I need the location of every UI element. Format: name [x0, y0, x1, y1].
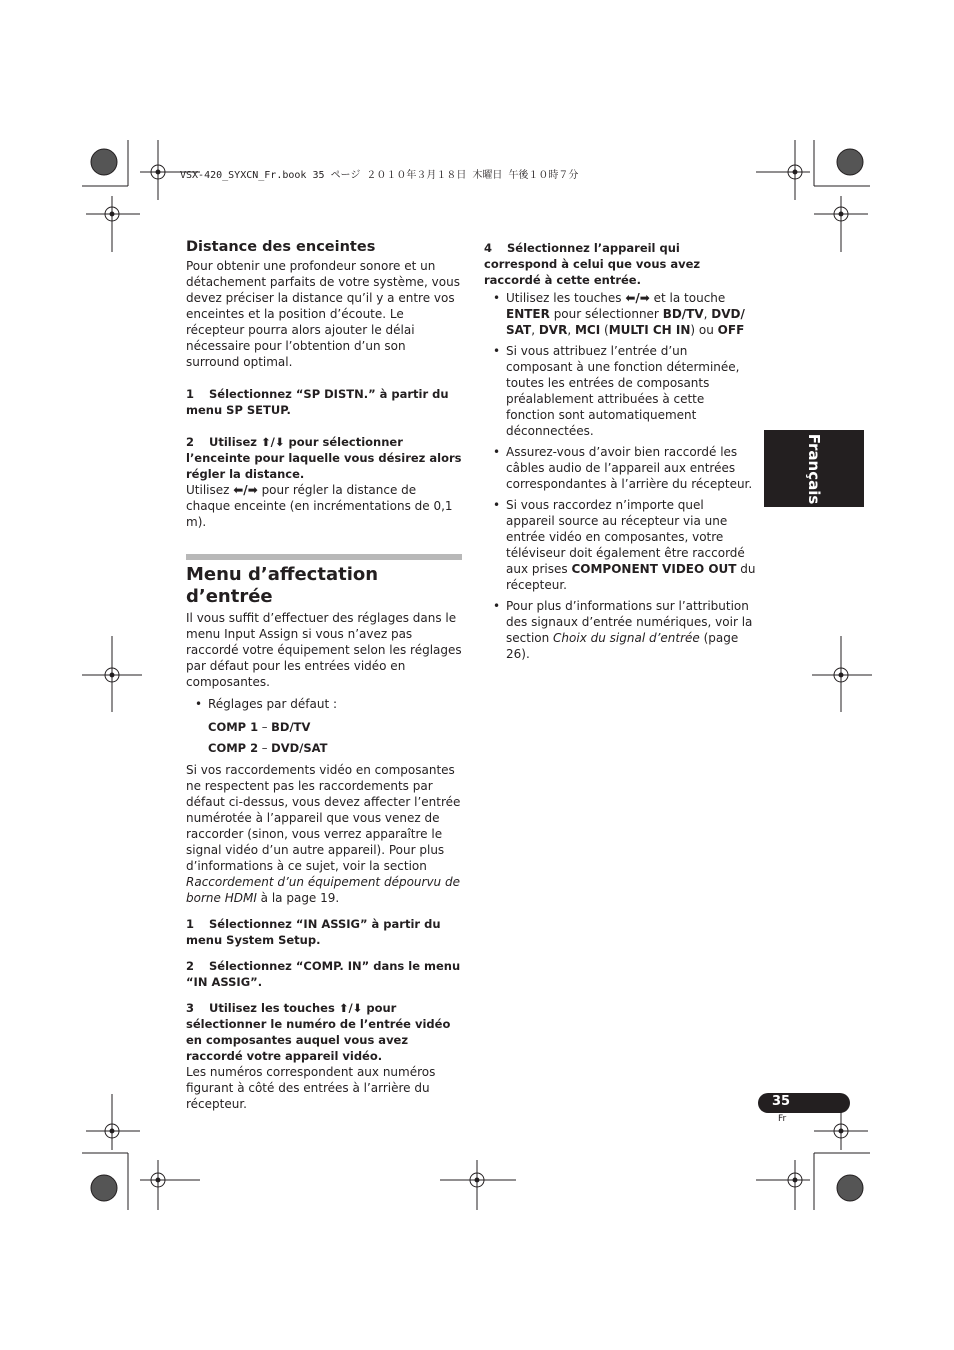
- file-info-header: VSX-420_SYXCN_Fr.book 35 ページ ２０１０年３月１８日 木曜日 午後１０時７分: [180, 170, 579, 181]
- distance-step-1: 1 Sélectionnez “SP DISTN.” à partir du menu SP SETUP.: [186, 387, 449, 417]
- menu-step-3-body: Les numéros correspondent aux numéros figurant à côté des entrées à l’arrière du récepteur.: [186, 1065, 436, 1111]
- distance-title: Distance des enceintes: [186, 239, 376, 255]
- list-item: • Assurez-vous d’avoir bien raccordé les câbles audio de l’appareil aux entrées correspondantes à l’arrière du récepteur.: [484, 444, 756, 492]
- list-item: • Si vous raccordez n’importe quel appareil source au récepteur via une entrée vidéo en composantes, votre téléviseur doit également être raccordé aux prises COMPONENT VIDEO OUT du récepteur.: [484, 497, 756, 593]
- left-right-arrow-icon: ⬅/➡: [233, 483, 258, 497]
- menu-step-3: 3 Utilisez les touches ⬆/⬇ pour sélectionner le numéro de l’entrée vidéo en composantes auquel vous avez raccordé votre appareil vidéo.: [186, 1001, 451, 1063]
- distance-step-2: 2 Utilisez ⬆/⬇ pour sélectionner l’enceinte pour laquelle vous désirez alors régler la distance.: [186, 435, 462, 481]
- step-4-notes: [484, 290, 756, 662]
- menu-step-4: 4 Sélectionnez l’appareil qui correspond à celui que vous avez raccordé à cette entrée.: [484, 241, 701, 287]
- list-item: • Si vous attribuez l’entrée d’un composant à une fonction déterminée, toutes les entrées de composants préalablement attribuées à cette fonction sont automatiquement déconnectées.: [484, 343, 756, 439]
- menu-step-1: 1 Sélectionnez “IN ASSIG” à partir du menu System Setup.: [186, 917, 441, 947]
- default-comp2: COMP 2 – DVD/SAT: [208, 741, 328, 755]
- menu-title: Menu d’affectation d’entrée: [186, 564, 379, 607]
- menu-step-2: 2 Sélectionnez “COMP. IN” dans le menu “IN ASSIG”.: [186, 959, 461, 989]
- default-list: [186, 696, 462, 712]
- list-item: • Utilisez les touches ⬅/➡ et la touche ENTER pour sélectionner BD/TV, DVD/ SAT, DVR, MCI (MULTI CH IN) ou OFF: [484, 290, 756, 338]
- up-down-arrow-icon: ⬆/⬇: [261, 435, 285, 449]
- page-number-badge: [758, 1093, 850, 1113]
- default-comp1: COMP 1 – BD/TV: [208, 720, 311, 734]
- distance-intro: Pour obtenir une profondeur sonore et un détachement parfaits de votre système, vous devez préciser la distance qu’il y a entre vos enceintes et la position d’écoute. Le récepteur pourra alors ajouter le délai nécessaire pour l’obtention d’un son surround optimal.: [186, 259, 460, 369]
- section-rule: [186, 554, 462, 560]
- page-language-code: Fr: [778, 1114, 787, 1124]
- page-number: 35: [772, 1094, 791, 1109]
- list-item: • Réglages par défaut :: [186, 696, 462, 712]
- list-item: • Pour plus d’informations sur l’attribution des signaux d’entrée numériques, voir la section Choix du signal d’entrée (page 26).: [484, 598, 756, 662]
- distance-step-2-body: Utilisez ⬅/➡ pour régler la distance de chaque enceinte (en incrémentations de 0,1 m).: [186, 483, 453, 529]
- left-right-arrow-icon: ⬅/➡: [625, 291, 650, 305]
- section-reference: Raccordement d’un équipement dépourvu de borne HDMI: [186, 875, 460, 905]
- menu-paragraph: Si vos raccordements vidéo en composantes ne respectent pas les raccordements par défaut ci-dessus, vous devez affecter l’entrée numérotée à l’appareil que vous venez de raccorder (sinon, vous verrez apparaître le signal vidéo d’un autre appareil). Pour plus d’informations à ce sujet, voir la section Raccordement d’un équipement dépourvu de borne HDMI à la page 19.: [186, 763, 461, 905]
- right-column: [484, 240, 756, 667]
- menu-intro: Il vous suffit d’effectuer des réglages dans le menu Input Assign si vous n’avez pas raccordé votre équipement selon les réglages par défaut pour les entrées vidéo en composantes.: [186, 611, 462, 689]
- left-column: [186, 238, 462, 1112]
- up-down-arrow-icon: ⬆/⬇: [338, 1001, 363, 1015]
- section-reference: Choix du signal d’entrée: [553, 631, 700, 645]
- language-tab-label: Français: [805, 433, 823, 504]
- language-tab: [764, 430, 864, 507]
